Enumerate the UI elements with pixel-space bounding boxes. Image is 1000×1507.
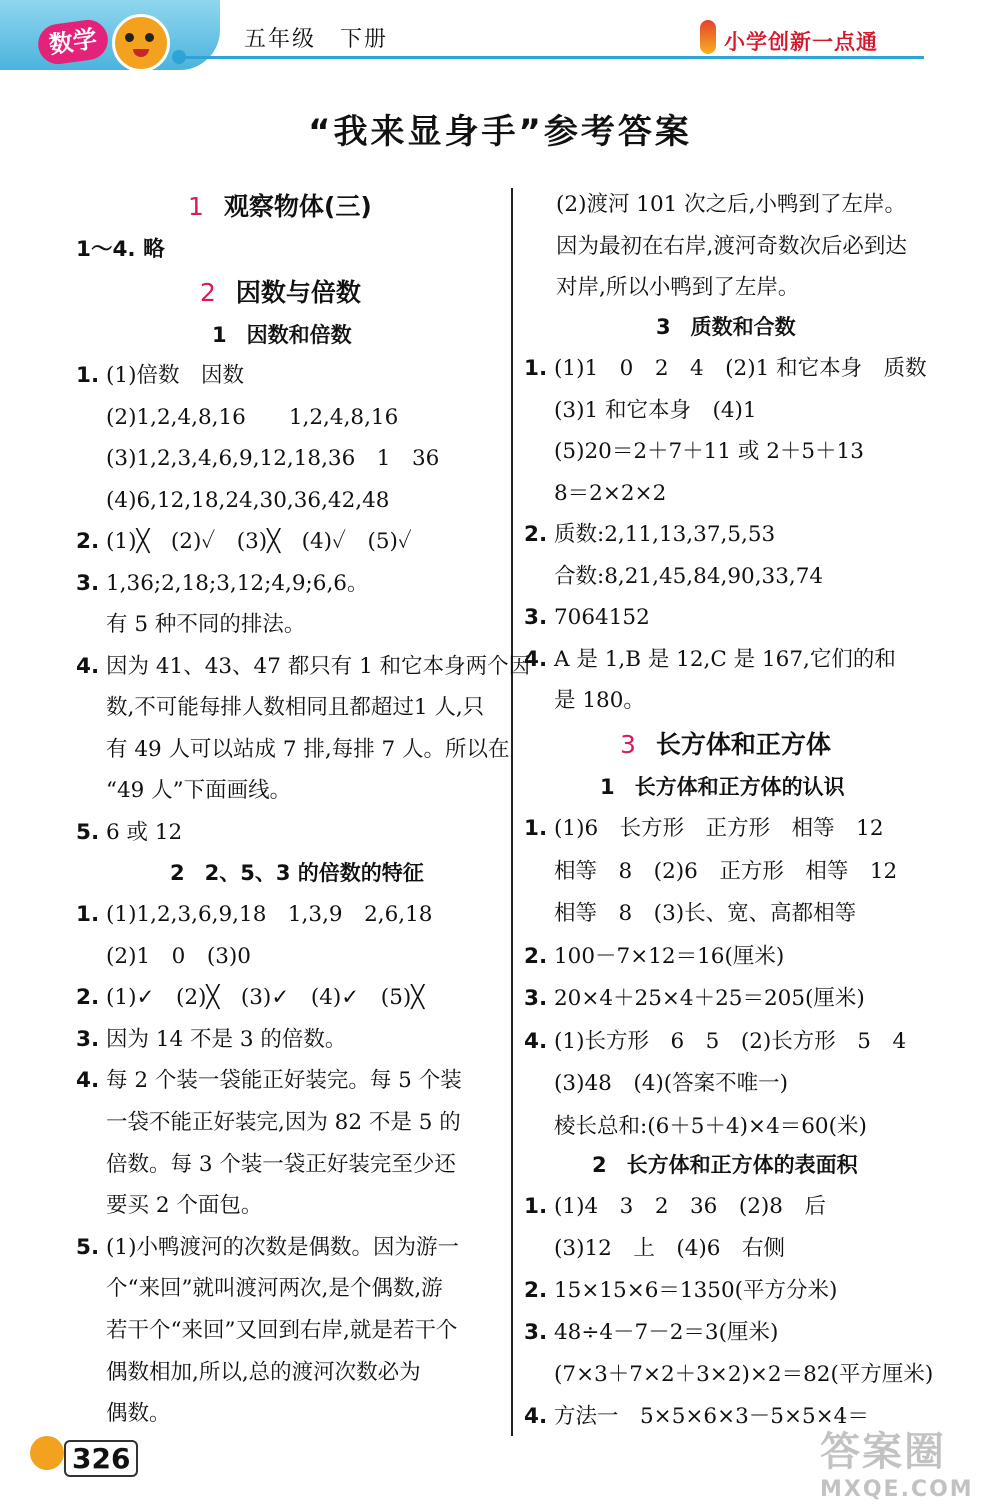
answer-text: 有 49 人可以站成 7 排,每排 7 人。所以在 [106,736,510,762]
answer-text: “49 人”下面画线。 [106,778,292,803]
answer-text: (1)倍数 因数 [106,363,244,388]
section-title: 因数和倍数 [246,323,352,347]
question-number: 2. [76,985,100,1011]
answer-text: 48÷4－7－2＝3(厘米) [554,1320,779,1345]
answer-text: (3)12 上 (4)6 右侧 [554,1236,785,1261]
question-number: 1. [524,1194,548,1219]
question-number: 3. [76,570,100,596]
answer-text: (1)4 3 2 36 (2)8 后 [554,1194,826,1219]
answer-text: 数,不可能每排人数相同且都超过1 人,只 [106,695,485,720]
answer-text: A 是 1,B 是 12,C 是 167,它们的和 [554,646,896,672]
chapter-heading [188,190,372,224]
answer-text: 8＝2×2×2 [554,480,667,506]
answer-text: 棱长总和:(6＋5＋4)×4＝60(米) [554,1113,867,1139]
section-heading [600,772,845,802]
question-number: 1. [524,816,548,841]
answer-text: 倍数。每 3 个装一袋正好装完至少还 [106,1151,456,1177]
answer-text: (1)长方形 6 5 (2)长方形 5 4 [554,1028,907,1054]
question-number: 3. [524,1320,548,1345]
section-heading [656,312,796,342]
question-number: 4. [524,1028,548,1054]
chapter-number: 3 [620,730,636,759]
subject-badge: 数学 [36,17,111,66]
section-title: 长方体和正方体的表面积 [626,1153,858,1177]
answer-text: (3)48 (4)(答案不唯一) [554,1071,789,1096]
page-title: “我来显身手”参考答案 [308,112,692,152]
answer-text: 偶数相加,所以,总的渡河次数必为 [106,1359,421,1385]
series-title: 小学创新一点通 [724,30,878,54]
question-number: 5. [76,819,100,845]
question-number: 5. [76,1234,100,1260]
answer-text: 一袋不能正好装完,因为 82 不是 5 的 [106,1110,461,1135]
answer-text: (3)1,2,3,4,6,9,12,18,36 1 36 [106,446,440,471]
chapter-number: 1 [188,192,204,221]
section-title: 长方体和正方体的认识 [634,775,845,799]
section-heading [170,858,424,888]
mascot-icon [112,14,170,72]
column-divider [511,188,513,1436]
chapter-heading [620,728,831,762]
answer-text: 每 2 个装一袋能正好装完。每 5 个装 [106,1068,462,1094]
footer-mascot-icon [30,1436,64,1470]
answer-text: 要买 2 个面包。 [106,1193,263,1219]
answer-text: (2)1,2,4,8,16 1,2,4,8,16 [106,404,399,430]
question-number: 1. [524,356,548,381]
answer-text: (2)1 0 (3)0 [106,943,251,969]
section-heading [212,320,352,350]
answer-text: 因为最初在右岸,渡河奇数次后必到达 [556,233,907,259]
answer-text: 相等 8 (3)长、宽、高都相等 [554,901,857,926]
answer-text: 6 或 12 [106,819,183,845]
answer-text: (1)1,2,3,6,9,18 1,3,9 2,6,18 [106,902,433,927]
question-number: 2. [524,1278,548,1303]
section-number: 2 [170,861,185,885]
section-heading [592,1150,858,1180]
page-header [0,0,1000,80]
answer-text: 15×15×6＝1350(平方分米) [554,1278,838,1303]
series-logo-icon [700,20,716,54]
answer-text: 因为 14 不是 3 的倍数。 [106,1026,347,1052]
grade-label: 五年级 下册 [244,27,389,52]
chapter-heading [200,276,361,310]
section-number: 3 [656,315,671,339]
answer-text: 若干个“来回”又回到右岸,就是若干个 [106,1318,458,1343]
question-number: 4. [524,1404,548,1429]
section-number: 1 [600,775,615,799]
answer-text: (1)✓ (2)╳ (3)✓ (4)✓ (5)╳ [106,985,425,1011]
page-number: 326 [64,1440,138,1477]
section-title: 质数和合数 [690,315,796,339]
answer-text: (3)1 和它本身 (4)1 [554,397,757,423]
question-number: 1. [76,363,100,388]
answer-text: 因为 41、43、47 都只有 1 和它本身两个因 [106,653,531,679]
question-number: 3. [524,605,548,630]
answer-text: 是 180。 [554,688,645,713]
answer-text: (1)╳ (2)✓ (3)╳ (4)✓ (5)✓ [106,529,412,554]
answer-text: (1)6 长方形 正方形 相等 12 [554,816,884,841]
answer-text: (2)渡河 101 次之后,小鸭到了左岸。 [556,192,906,217]
answer-text: (1)小鸭渡河的次数是偶数。因为游一 [106,1234,459,1260]
chapter-number: 2 [200,278,216,307]
answer-text: 有 5 种不同的排法。 [106,612,306,637]
answer-text: 对岸,所以小鸭到了左岸。 [556,275,800,300]
section-number: 2 [592,1153,607,1177]
header-rule [176,56,924,59]
question-number: 1. [76,902,100,927]
answer-text: 100－7×12＝16(厘米) [554,943,785,969]
answer-text: 合数:8,21,45,84,90,33,74 [554,563,824,589]
answer-text: 方法一 5×5×6×3－5×5×4＝ [554,1404,869,1429]
answer-text: 20×4＋25×4＋25＝205(厘米) [554,986,865,1011]
watermark: 答案圈 MXQE.COM [820,1429,974,1502]
answer-text: 7064152 [554,605,650,630]
answer-text: (5)20＝2＋7＋11 或 2＋5＋13 [554,439,864,464]
answer-text: 质数:2,11,13,37,5,53 [554,522,776,547]
section-title: 2、5、3 的倍数的特征 [204,861,424,885]
answer-text: 相等 8 (2)6 正方形 相等 12 [554,858,898,884]
answer-text: 1,36;2,18;3,12;4,9;6,6。 [106,570,369,596]
answer-text: (7×3＋7×2＋3×2)×2＝82(平方厘米) [554,1362,934,1387]
answer-text: 偶数。 [106,1401,171,1427]
question-number: 4. [76,653,100,679]
answer-line: 1～4. 略 [76,237,165,262]
question-number: 2. [76,529,100,554]
header-band [0,0,220,70]
answer-text: (4)6,12,18,24,30,36,42,48 [106,487,390,513]
chapter-title: 观察物体(三) [223,192,372,221]
chapter-title: 因数与倍数 [235,278,361,307]
question-number: 3. [76,1026,100,1052]
answer-text: (1)1 0 2 4 (2)1 和它本身 质数 [554,356,927,381]
question-number: 4. [524,646,548,672]
section-number: 1 [212,323,227,347]
question-number: 3. [524,986,548,1011]
question-number: 2. [524,522,548,547]
question-number: 4. [76,1068,100,1094]
question-number: 2. [524,943,548,969]
chapter-title: 长方体和正方体 [655,730,831,759]
answer-text: 个“来回”就叫渡河两次,是个偶数,游 [106,1276,443,1302]
